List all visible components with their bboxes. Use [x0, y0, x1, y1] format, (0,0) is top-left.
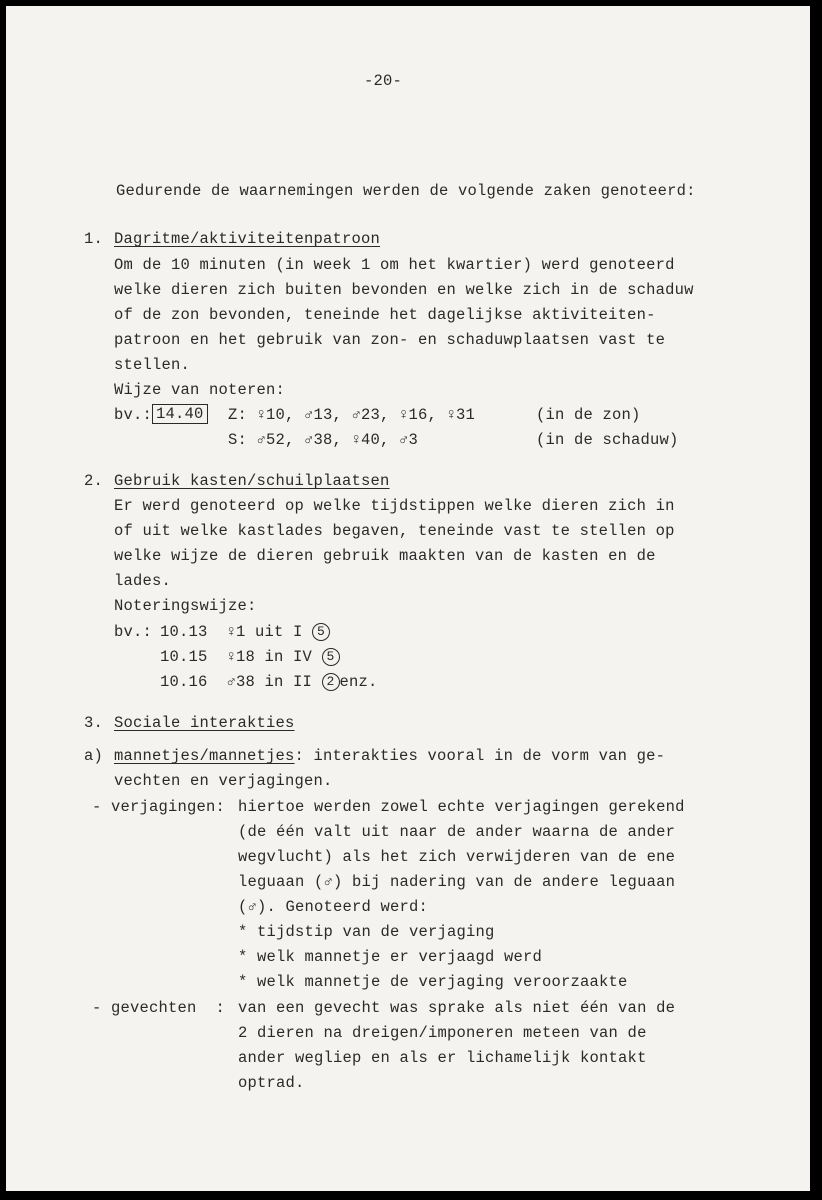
bullet-item: * tijdstip van de verjaging	[238, 923, 495, 941]
notation-example-1: 10.13 ♀1 uit I 5	[160, 623, 330, 641]
circled-number: 2	[322, 673, 340, 691]
notation-example-2: 10.15 ♀18 in IV 5	[160, 648, 340, 666]
circled-number: 5	[322, 648, 340, 666]
body-line: of de zon bevonden, teneinde het dagelijkse aktiviteiten-	[114, 306, 656, 324]
section-2-heading: Gebruik kasten/schuilplaatsen	[114, 472, 390, 490]
intro-text: Gedurende de waarnemingen werden de volgende zaken genoteerd:	[116, 182, 696, 200]
body-line: optrad.	[238, 1074, 305, 1092]
section-2-number: 2.	[84, 472, 104, 490]
bullet-item: * welk mannetje de verjaging veroorzaakte	[238, 973, 628, 991]
example-row-sun-note: (in de zon)	[536, 406, 641, 424]
body-line: leguaan (♂) bij nadering van de andere leguaan	[238, 873, 676, 891]
body-line: welke wijze de dieren gebruik maakten van de kasten en de	[114, 547, 656, 565]
subsection-a-label: a)	[84, 747, 104, 765]
body-line: wegvlucht) als het zich verwijderen van de ene	[238, 848, 676, 866]
circled-number: 5	[312, 623, 330, 641]
body-line: vechten en verjagingen.	[114, 772, 333, 790]
body-line: Noteringswijze:	[114, 597, 257, 615]
body-line: Wijze van noteren:	[114, 381, 286, 399]
body-line: patroon en het gebruik van zon- en schaduwplaatsen vast te	[114, 331, 666, 349]
body-line: Om de 10 minuten (in week 1 om het kwartier) werd genoteerd	[114, 256, 675, 274]
example-prefix: bv.:	[114, 406, 153, 424]
section-3-heading: Sociale interakties	[114, 714, 295, 732]
body-line: hiertoe werden zowel echte verjagingen gerekend	[238, 798, 685, 816]
bullet-item: * welk mannetje er verjaagd werd	[238, 948, 543, 966]
body-line: of uit welke kastlades begaven, teneinde vast te stellen op	[114, 522, 675, 540]
example-row-shade: S: ♂52, ♂38, ♀40, ♂3	[228, 431, 419, 449]
notation-example-3: 10.16 ♂38 in II 2 enz.	[160, 673, 378, 692]
subsection-a-line: mannetjes/mannetjes: interakties vooral in de vorm van ge-	[114, 747, 666, 765]
section-3-number: 3.	[84, 714, 104, 732]
body-line: 2 dieren na dreigen/imponeren meteen van de	[238, 1024, 647, 1042]
body-line: stellen.	[114, 356, 191, 374]
page-number: -20-	[364, 72, 403, 90]
example-row-sun: Z: ♀10, ♂13, ♂23, ♀16, ♀31	[228, 406, 476, 424]
body-line: (de één valt uit naar de ander waarna de ander	[238, 823, 676, 841]
verjagingen-label: - verjagingen:	[92, 798, 226, 816]
gevechten-label: - gevechten :	[92, 999, 226, 1017]
subsection-a-heading: mannetjes/mannetjes	[114, 747, 295, 765]
body-line: lades.	[114, 572, 172, 590]
section-1-number: 1.	[84, 230, 104, 248]
body-line: (♂). Genoteerd werd:	[238, 898, 429, 916]
example-row-shade-note: (in de schaduw)	[536, 431, 679, 449]
document-page	[6, 6, 810, 1191]
notation-prefix: bv.:	[114, 623, 153, 641]
example-time-box: 14.40	[152, 404, 208, 424]
body-line: Er werd genoteerd op welke tijdstippen welke dieren zich in	[114, 497, 675, 515]
section-1-heading: Dagritme/aktiviteitenpatroon	[114, 230, 381, 248]
body-line: van een gevecht was sprake als niet één van de	[238, 999, 676, 1017]
body-line: ander wegliep en als er lichamelijk kontakt	[238, 1049, 647, 1067]
body-line: welke dieren zich buiten bevonden en welke zich in de schaduw	[114, 281, 694, 299]
